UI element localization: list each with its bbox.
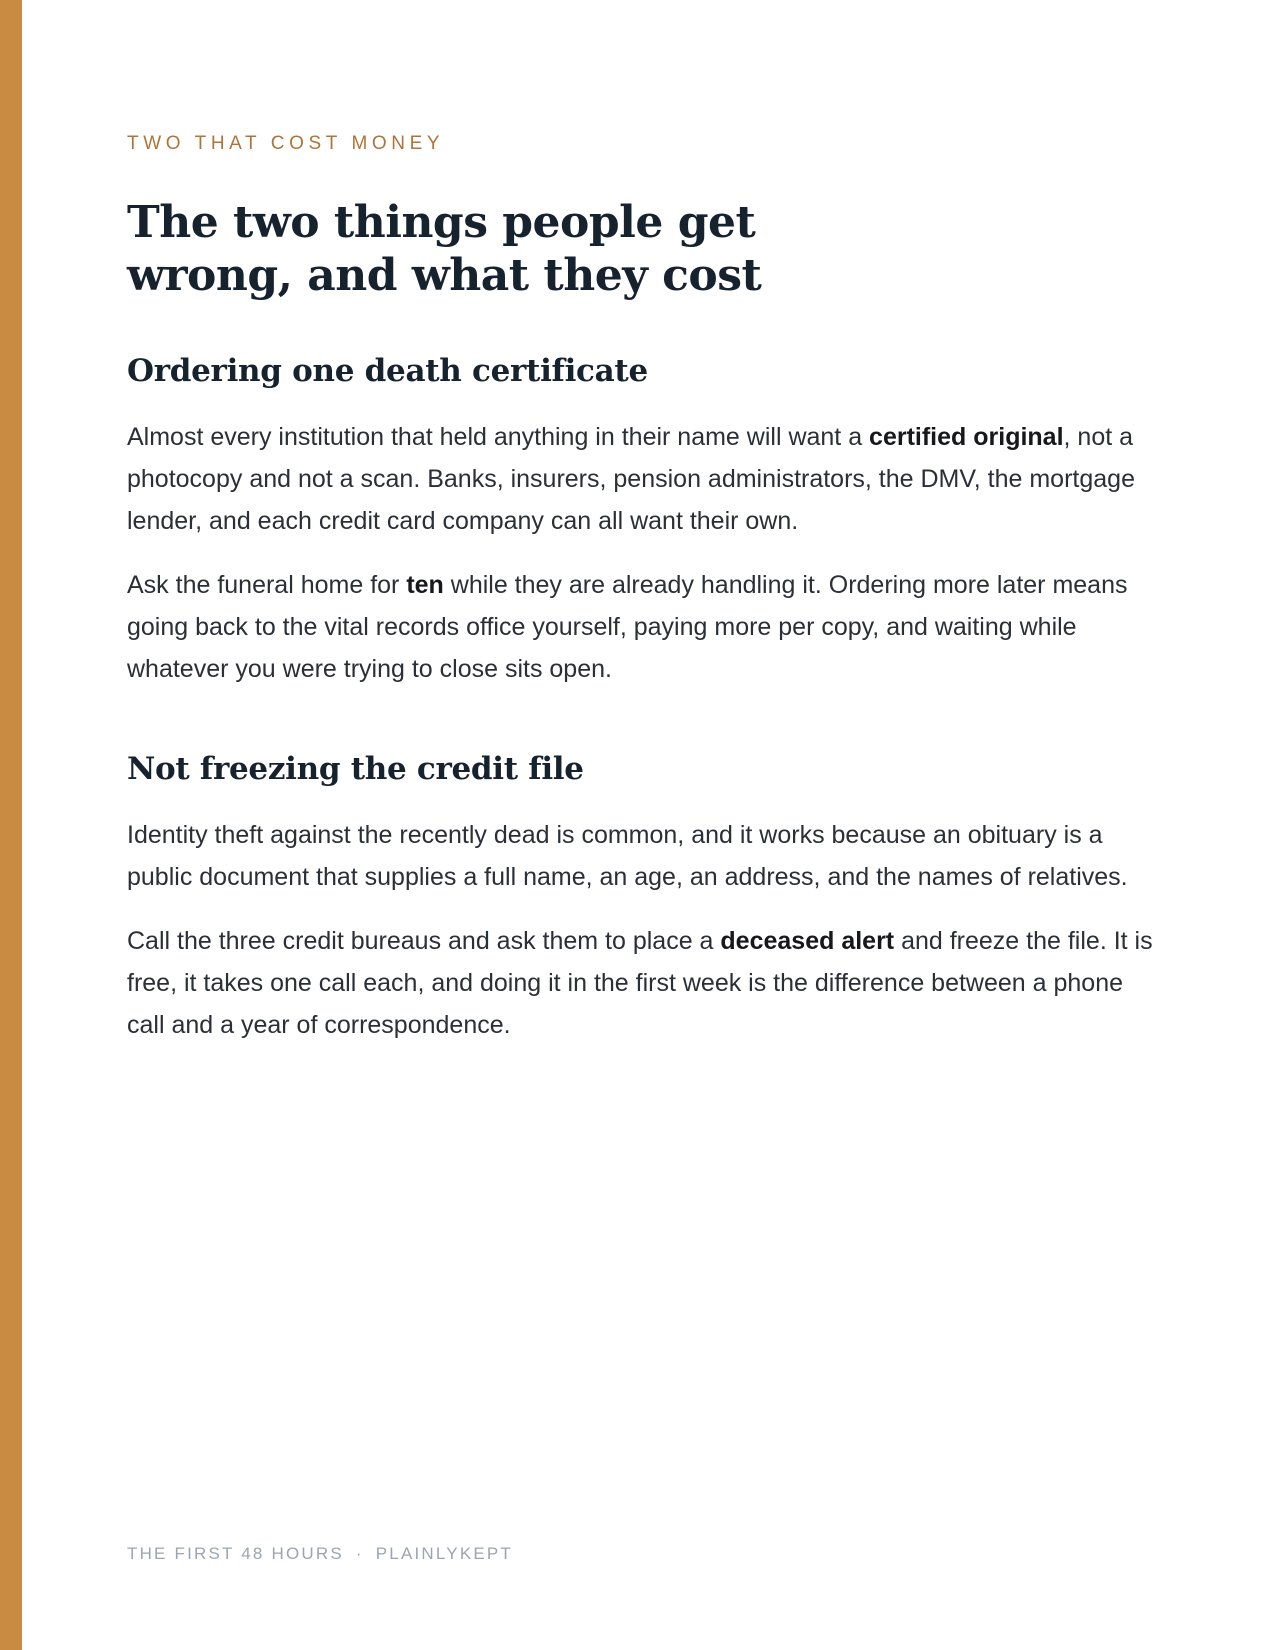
paragraph [127, 920, 1157, 1046]
paragraph [127, 564, 1157, 690]
paragraph-text: while they are already handling it. Ordering more later means going back to the vital records office yourself, paying more per copy, and waiting while whatever you were trying to close sits open. [127, 571, 1128, 683]
footer-brand: PLAINLYKEPT [375, 1544, 514, 1563]
page-footer [127, 1544, 513, 1564]
emphasis-text: ten [406, 571, 444, 599]
paragraph-text: and freeze the file. It is free, it takes one call each, and doing it in the first week is the difference between a phone call and a year of correspondence. [127, 927, 1153, 1039]
section-credit-file [127, 750, 1157, 1046]
section-heading: Ordering one death certificate [127, 353, 648, 389]
eyebrow-label: TWO THAT COST MONEY [127, 133, 445, 154]
paragraph [127, 814, 1157, 898]
accent-bar [0, 0, 22, 1650]
section-death-certificate [127, 352, 1157, 690]
page-content [127, 132, 1157, 1046]
emphasis-text: deceased alert [720, 927, 895, 955]
footer-separator: · [355, 1544, 364, 1563]
paragraph-text: Almost every institution that held anything in their name will want a [127, 423, 870, 451]
paragraph-text: Call the three credit bureaus and ask them to place a [127, 927, 721, 955]
paragraph-text: Identity theft against the recently dead is common, and it works because an obituary is a public document that supplies a full name, an age, an address, and the names of relatives. [127, 821, 1128, 891]
footer-title: THE FIRST 48 HOURS [127, 1544, 344, 1563]
paragraph-text: Ask the funeral home for [127, 571, 407, 599]
emphasis-text: certified original [869, 423, 1064, 451]
paragraph-text: , not a photocopy and not a scan. Banks, insurers, pension administrators, the DMV, the mortgage lender, and each credit card company can all want their own. [127, 423, 1135, 535]
page-title: The two things people get wrong, and what they cost [127, 197, 762, 301]
section-heading: Not freezing the credit file [127, 751, 584, 787]
paragraph [127, 416, 1157, 542]
